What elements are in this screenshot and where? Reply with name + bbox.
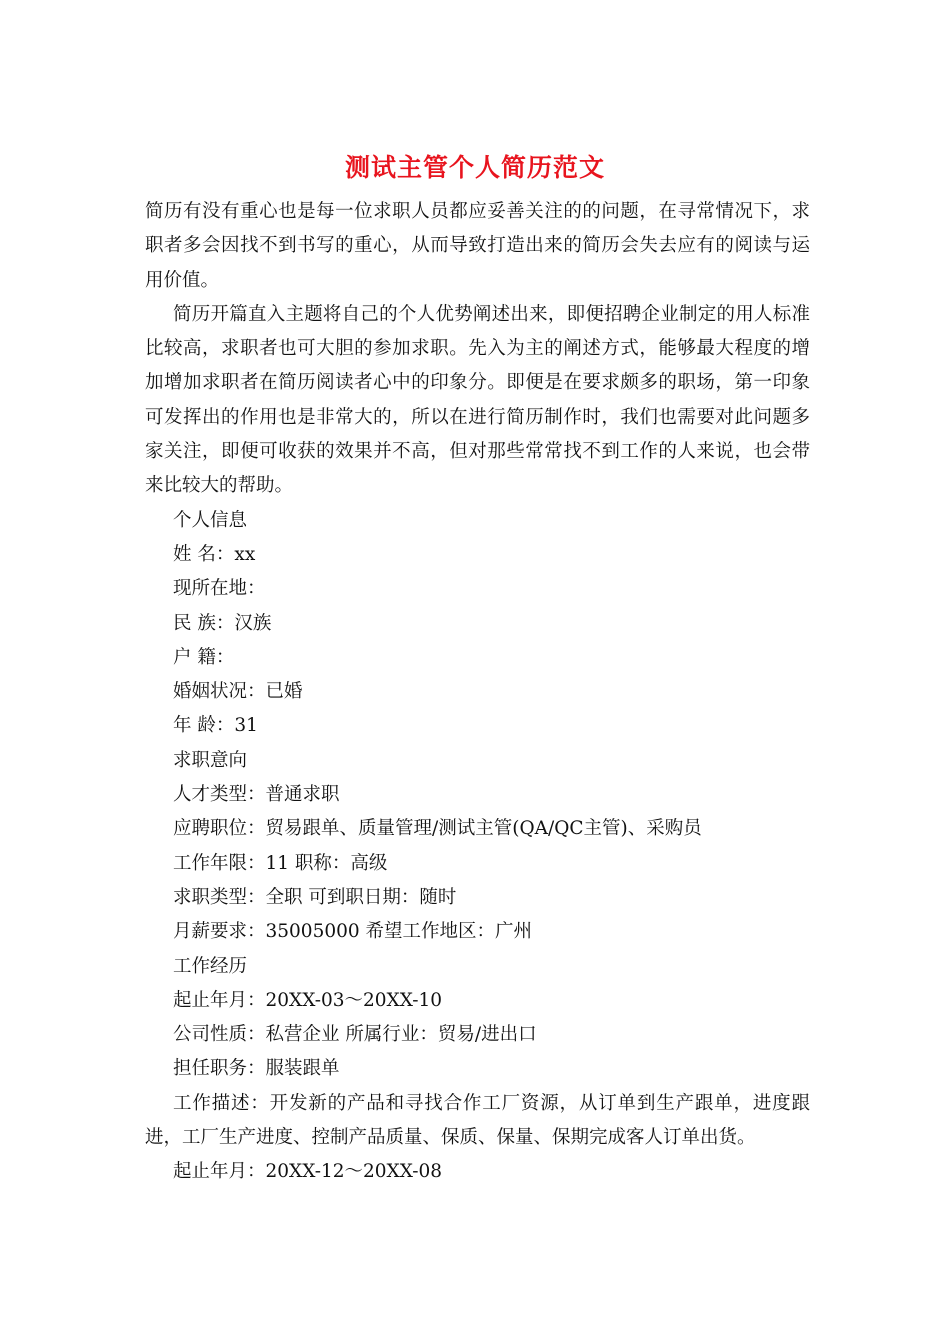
info-line-work-years: 工作年限：11 职称：高级 <box>173 852 388 874</box>
info-line-ethnicity: 民 族：汉族 <box>173 612 272 634</box>
info-line-company-nature: 公司性质：私营企业 所属行业：贸易/进出口 <box>173 1024 537 1046</box>
document-body <box>145 195 810 1190</box>
info-line-location: 现所在地： <box>173 578 266 600</box>
info-line-household: 户 籍： <box>173 646 235 668</box>
section-heading-job-intention: 求职意向 <box>173 749 248 771</box>
info-line-talent-type: 人才类型：普通求职 <box>173 784 340 806</box>
info-line-marital-status: 婚姻状况：已婚 <box>173 681 303 703</box>
info-line-period-2: 起止年月：20XX-12～20XX-08 <box>173 1161 443 1183</box>
info-line-period-1: 起止年月：20XX-03～20XX-10 <box>173 989 443 1011</box>
intro-paragraph-1: 简历有没有重心也是每一位求职人员都应妥善关注的的问题，在寻常情况下，求职者多会因找不到书写的重心，从而导致打造出来的简历会失去应有的阅读与运用价值。 <box>145 201 810 291</box>
info-line-job-type: 求职类型：全职 可到职日期：随时 <box>173 886 457 908</box>
document-title: 测试主管个人简历范文 <box>344 153 605 182</box>
info-line-name: 姓 名：xx <box>173 543 256 565</box>
info-line-salary: 月薪要求：35005000 希望工作地区：广州 <box>173 921 533 943</box>
intro-paragraph-2: 简历开篇直入主题将自己的个人优势阐述出来，即便招聘企业制定的用人标准比较高，求职者也可大胆的参加求职。先入为主的阐述方式，能够最大程度的增加增加求职者在简历阅读者心中的印象分。即便是在要求颇多的职场，第一印象可发挥出的作用也是非常大的，所以在进行简历制作时，我们也需要对此问题多家关注，即便可收获的效果并不高，但对那些常常找不到工作的人来说，也会带来比较大的帮助。 <box>145 303 810 497</box>
section-heading-work-experience: 工作经历 <box>173 955 248 977</box>
section-heading-personal-info: 个人信息 <box>173 509 248 531</box>
info-line-position: 应聘职位：贸易跟单、质量管理/测试主管(QA/QC主管)、采购员 <box>173 818 702 840</box>
info-line-age: 年 龄：31 <box>173 715 258 737</box>
info-line-job-title: 担任职务：服装跟单 <box>173 1058 340 1080</box>
work-description-paragraph: 工作描述：开发新的产品和寻找合作工厂资源，从订单到生产跟单，进度跟进，工厂生产进度、控制产品质量、保质、保量、保期完成客人订单出货。 <box>145 1092 810 1149</box>
